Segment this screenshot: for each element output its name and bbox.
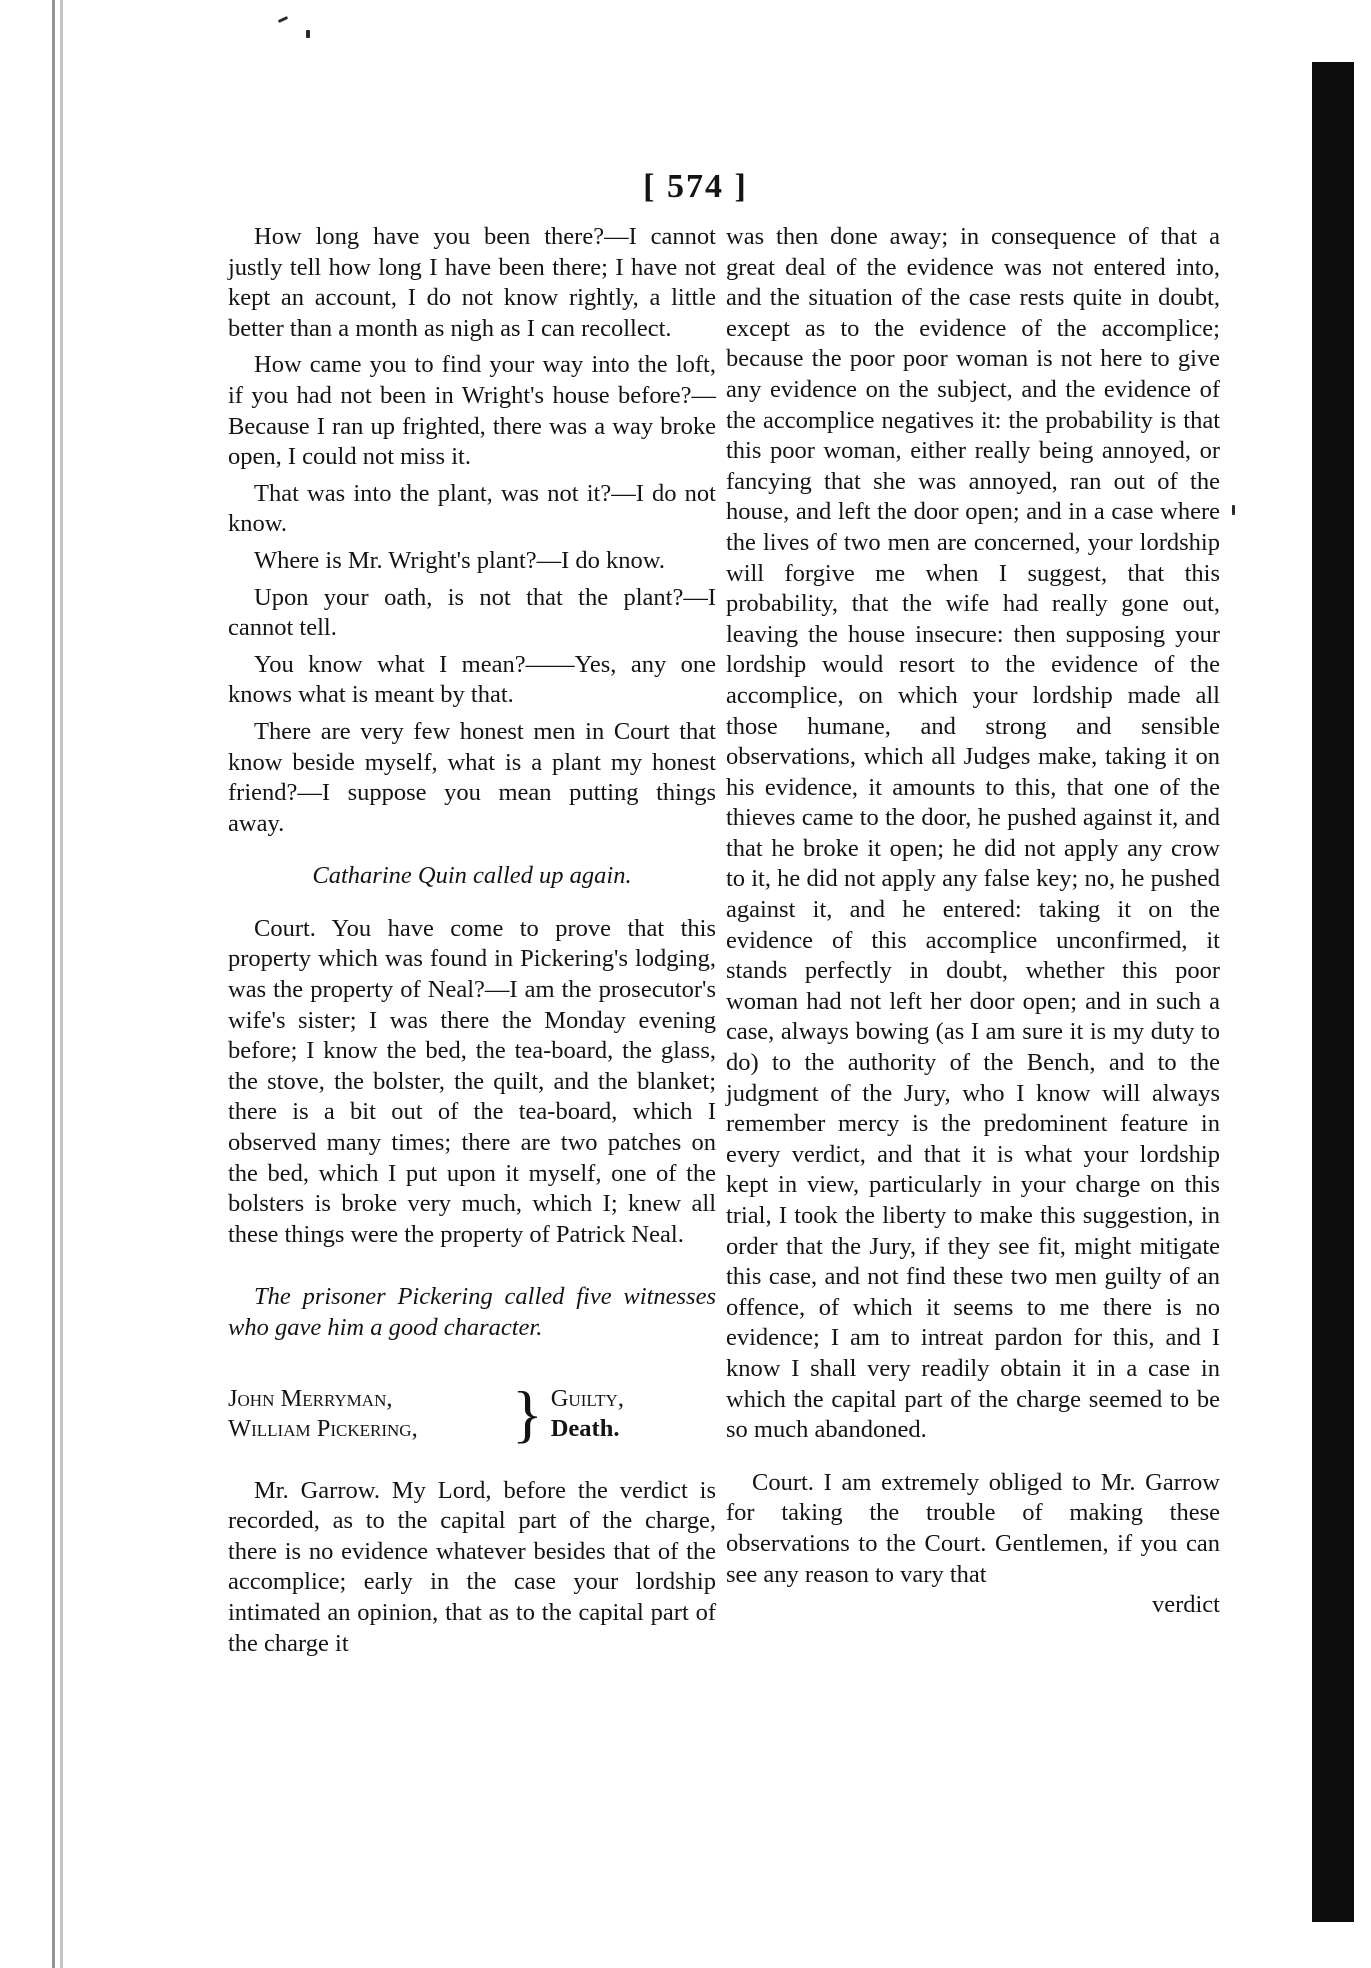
testimony-paragraph: Upon your oath, is not that the plant?—I cannot tell.: [228, 583, 716, 642]
catchword: verdict: [1151, 1591, 1220, 1619]
character-witness-note: The prisoner Pickering called five witnesses who gave him a good character.: [228, 1283, 716, 1341]
testimony-paragraph: How long have you been there?—I cannot justly tell how long I have been there; I have not kept an account, I do not know rightly, a little better than a month as nigh as I can recollect.: [228, 223, 716, 342]
testimony-paragraph: That was into the plant, was not it?—I do not know.: [228, 479, 716, 538]
defendant-name: William Pickering,: [228, 1414, 418, 1442]
right-column: [726, 222, 1220, 1621]
verdict-block: [228, 1377, 716, 1449]
verdict-brace: }: [512, 1377, 543, 1449]
sentence-text: Death.: [550, 1414, 620, 1442]
testimony-paragraph: You know what I mean?——Yes, any one knows what is meant by that.: [228, 650, 716, 709]
testimony-paragraph: How came you to find your way into the loft, if you had not been in Wright's house before?—Because I ran up frighted, there was a way broke open, I could not miss it.: [228, 351, 716, 471]
scan-gutter-line: [52, 0, 55, 1968]
scan-edge-shadow: [1312, 62, 1354, 1922]
court-reply: Court. I am extremely obliged to Mr. Garrow for taking the trouble of making these observations to the Court. Gentlemen, if you can see any reason to vary that: [726, 1468, 1220, 1588]
page-number: [ 574 ]: [643, 168, 748, 205]
witness-heading: Catharine Quin called up again.: [312, 862, 632, 890]
left-column: [228, 222, 716, 1659]
scan-speck: [306, 30, 310, 38]
counsel-address: Mr. Garrow. My Lord, before the verdict is recorded, as to the capital part of the charge, there is no evidence whatever besides that of the accomplice; early in the case your lordship intimated an opinion, that as to the capital part of the charge it: [228, 1476, 716, 1657]
court-testimony: Court. You have come to prove that this property which was found in Pickering's lodging, was the property of Neal?—I am the prosecutor's wife's sister; I was there the Monday evening before; I know the bed, the tea-board, the glass, the stove, the bolster, the quilt, and the blanket; there is a bit out of the tea-board, which I observed many times; there are two patches on the bed, which I put upon it myself, one of the bolsters is broke very much, which I; knew all these things were the property of Patrick Neal.: [228, 914, 716, 1248]
verdict-outcome: [551, 1384, 624, 1444]
defendant-names: [228, 1384, 508, 1444]
defendant-name: John Merryman,: [228, 1384, 393, 1412]
testimony-paragraph: Where is Mr. Wright's plant?—I do know.: [254, 546, 666, 574]
scan-speck: [278, 16, 288, 23]
testimony-paragraph: There are very few honest men in Court that know beside myself, what is a plant my honest friend?—I suppose you mean putting things away.: [228, 717, 716, 837]
verdict-text: Guilty,: [550, 1384, 624, 1412]
scan-gutter-line: [60, 0, 63, 1968]
counsel-address-continued: was then done away; in consequence of that a great deal of the evidence was not entered into, and the situation of the case rests quite in doubt, except as to the evidence of the accomplice; because the poor poor woman is not here to give any evidence on the subject, and the evidence of the accomplice negatives it: the probability is that this poor woman, either really being annoyed, or fancying that she was annoyed, ran out of the house, and left the door open; and in a case where the lives of two men are concerned, your lordship will forgive me when I suggest, that this probability, that the wife had really gone out, leaving the house insecure: then supposing your lordship would resort to the evidence of the accomplice, on which your lordship made all those humane, and strong and sensible observations, which all Judges make, taking it on his evidence, it amounts to this, that one of the thieves came to the door, he pushed against it, and that he broke it open; he did not apply any crow to it, he did not apply any false key; no, he pushed against it, and he entered: taking it on the evidence of this accomplice unconfirmed, it stands perfectly in doubt, whether this poor woman had not left her door open; and in such a case, always bowing (as I am sure it is my duty to do) to the authority of the Bench, and to the judgment of the Jury, who I know will always remember mercy is the predominent feature in every verdict, and that it is what your lordship kept in view, particularly in your charge on this trial, I took the liberty to make this suggestion, in order that the Jury, if they see fit, might mitigate this case, and not find these two men guilty of an offence, of which it seems to me there is no evidence; I am to intreat pardon for this, and I know I shall very readily obtain it in a case in which the capital part of the charge seemed to be so much abandoned.: [726, 223, 1220, 1444]
scan-speck: [1232, 505, 1235, 515]
